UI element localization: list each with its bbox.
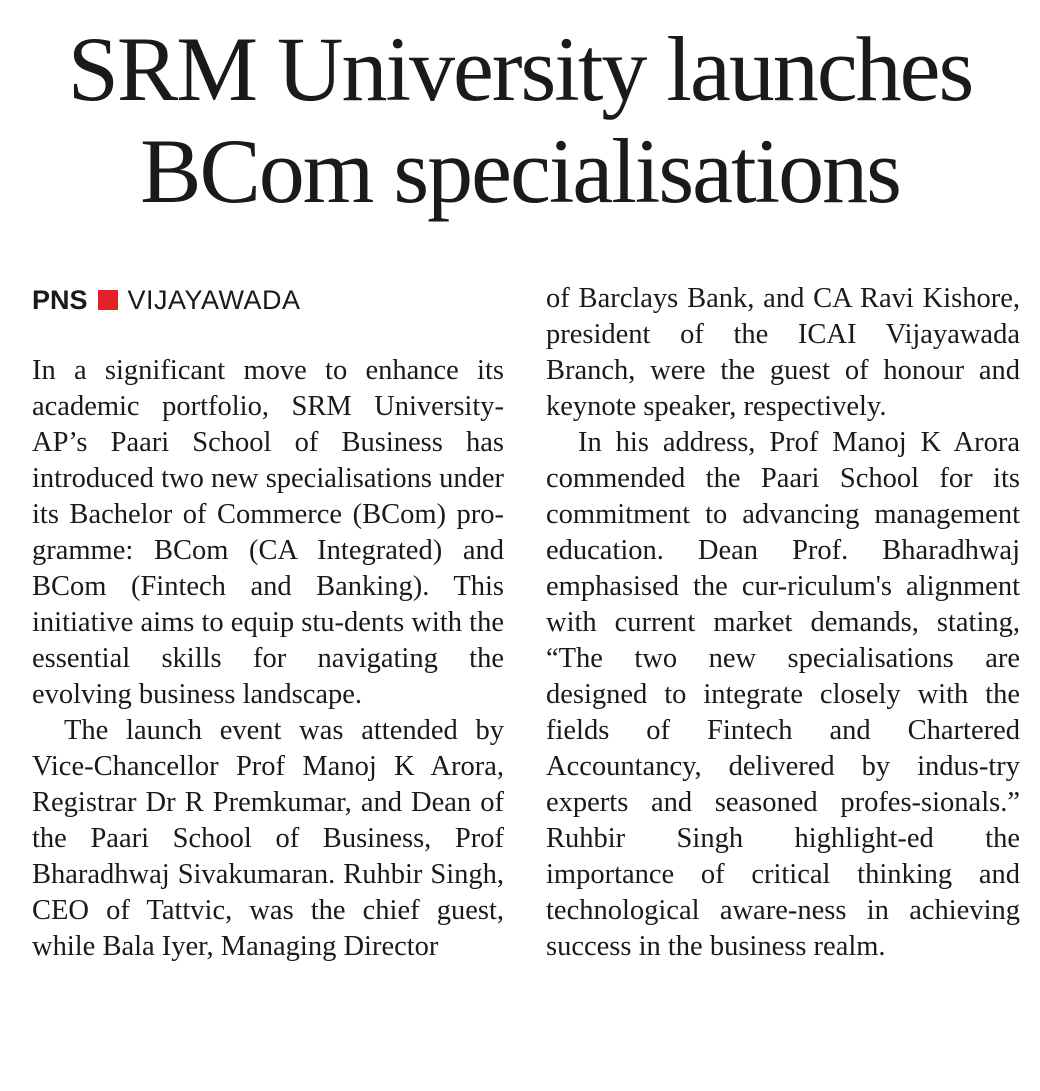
headline-line-1: SRM University launches bbox=[67, 18, 973, 120]
article-column-left bbox=[32, 353, 504, 965]
paragraph-2-continued: of Barclays Bank, and CA Ravi Kishore, president of the ICAI Vijayawada Branch, were the guest of honour and keynote speaker, respectively. bbox=[546, 283, 1020, 422]
red-square-icon bbox=[98, 290, 118, 310]
paragraph-3: In his address, Prof Manoj K Arora commended the Paari School for its commitment to advancing management education. Dean Prof. Bharadhwaj emphasised the cur-riculum's alignment with current market demands, stating, “The two new specialisations are designed to integrate closely with the fields of Fintech and Chartered Accountancy, delivered by indus-try experts and seasoned profes-sionals.” Ruhbir Singh highlight-ed the importance of critical thinking and technological aware-ness in achieving success in the business realm. bbox=[546, 427, 1020, 962]
article-column-right bbox=[546, 281, 1020, 965]
dateline-location: VIJAYAWADA bbox=[127, 285, 301, 315]
paragraph-2: The launch event was attended by Vice-Chancellor Prof Manoj K Arora, Registrar Dr R Premkumar, and Dean of the Paari School of Business, Prof Bharadhwaj Sivakumaran. Ruhbir Singh, CEO of Tattvic, was the chief guest, while Bala Iyer, Managing Director bbox=[32, 715, 504, 962]
headline-line-2: BCom specialisations bbox=[140, 120, 900, 222]
dateline bbox=[32, 284, 301, 316]
headline bbox=[0, 18, 1040, 222]
paragraph-1: In a significant move to enhance its academic portfolio, SRM University-AP’s Paari School of Business has introduced two new specialisations under its Bachelor of Commerce (BCom) pro-gramme: BCom (CA Integrated) and BCom (Fintech and Banking). This initiative aims to equip stu-dents with the essential skills for navigating the evolving business landscape. bbox=[32, 355, 504, 710]
agency-credit: PNS bbox=[32, 285, 88, 315]
